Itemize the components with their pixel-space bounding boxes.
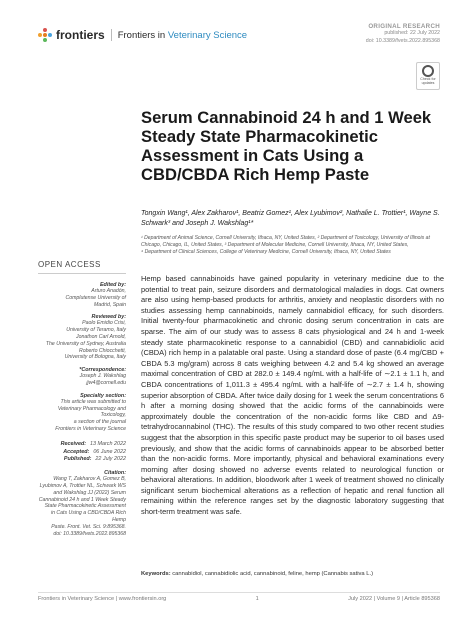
specialty-section-info: This article was submitted to Veterinary Pharmacology and Toxicology, a section of the journal Frontiers in Veterinary Science: [55, 398, 126, 432]
published-date: published: 22 July 2022: [384, 30, 440, 37]
footer-journal[interactable]: Frontiers in Veterinary Science | www.frontiersin.org: [38, 596, 167, 602]
reviewer-info: Paolo Emidio Crisi, University of Teramo, Italy Jonathon Carl Arnold, The University of Sydney, Australia Roberto Chiocchetti, University of Bologna, Italy: [45, 320, 126, 361]
abstract-text: Hemp based cannabinoids have gained popularity in veterinary medicine due to the potential to treat pain, seizure disorders and dermatological maladies in dogs. Cat owners are also using hemp-based products for arthritis, anxiety and neoplastic disorders with no studies assessing hemp cannabinoids, namely cannabidiol efficacy, for such disorders. Initial twenty-four pharmacokinetic and chronic dosing serum concentration in cats are sparse. The aim of our study was to assess 8 cats physiological and 24 h and 1-week steady state pharmacokinetic response to a cannabidiol (CBD) and cannabidiolic acid (CBDA) rich hemp in a palatable oral paste. Using a standard dose of paste (6.4 mg/CBD + CBDA 5.3 mg/gram) across 8 cats weighing between 4.2 and 5.4 kg showed an average maximal concentration of CBD at 282.0 ± 149.4 ng/mL with a half-life of ∼2.1 ± 1.1 h, and CBDA concentrations of 1,011.3 ± 495.4 ng/mL with a half-life of ∼2.7 ± 1.4 h, showing superior absorption of CBDA. After twice daily dosing for 1 week the serum concentrations 6 h after a morning dosing showed that the acidic forms of the cannabinoids were approximately double the concentration of the non-acidic forms like CBD and Δ9- tetrahydrocannabinol (THC). The results of this study compared to two other recent studies suggest that the absorption in this specific paste product may be superior to oil bases used previously, and show that the acidic forms of cannabinoids appear to be absorbed better than the non-acidic forms. More importantly, physical and behavioral examinations every morning after dosing showed no adverse events related to neurological function or behavioral alterations. In addition, bloodwork after 1 week of treatment showed no clinically significant serum biochemical alterations as a reflection of hepatic and renal function all remaining within the reference ranges set by the diagnostic laboratory suggesting that short-term treatment was safe.: [141, 274, 444, 517]
correspondence-label: *Correspondence:: [79, 367, 126, 374]
received-label: Received:: [60, 440, 87, 447]
keywords-label: Keywords:: [141, 571, 171, 577]
journal-prefix: Frontiers in: [117, 29, 166, 41]
brand-name: frontiers: [56, 28, 105, 42]
correspondence-info[interactable]: Joseph J. Wakshlag jjw4@cornell.edu: [79, 373, 126, 386]
affiliation-line: ⁴ Department of Clinical Sciences, College of Veterinary Medicine, Cornell University, Ithaca, NY, United States: [141, 249, 391, 255]
accepted-date: 06 June 2022: [93, 448, 126, 455]
article-title: Serum Cannabinoid 24 h and 1 Week Steady State Pharmacokinetic Assessment in Cats Using a CBD/CBDA Rich Hemp Paste: [141, 108, 432, 184]
article-dates: [38, 441, 126, 464]
accepted-row: [38, 449, 126, 457]
citation-label: Citation:: [104, 470, 126, 477]
keywords: [141, 571, 444, 577]
journal-name: Veterinary Science: [167, 29, 248, 41]
citation-info: Wang T, Zakharov A, Gomez B, Lyubimov A, Trottier NL, Schwark WS and Wakshlag JJ (2022) Serum Cannabinoid 24 h and 1 Week Steady State Pharmacokinetic Assessment in Cats Using a CBD/CBDA Rich Hemp Paste. Front. Vet. Sci. 9:895368. doi: 10.3389/fvets.2022.895368: [38, 476, 126, 537]
keywords-list: cannabidiol, cannabidiolic acid, cannabinoid, feline, hemp (Cannabis sativa L.): [172, 571, 374, 577]
frontiers-logo[interactable]: [38, 28, 247, 42]
accepted-label: Accepted:: [63, 448, 90, 455]
page-header: [0, 0, 474, 56]
editor-info: Arturo Anadón, Complutense University of Madrid, Spain: [65, 288, 126, 308]
specialty-section-label: Specialty section:: [80, 392, 126, 399]
author-list: Tongxin Wang¹, Alex Zakharov¹, Beatriz Gomez¹, Alex Lyubimov², Nathalie L. Trottier¹, Wayne S. Schwark³ and Joseph J. Wakshlag¹*: [141, 210, 440, 227]
affiliation-line: ¹ Department of Animal Science, Cornell University, Ithaca, NY, United States, ² Department of Toxicology, University of Illinois at Chicago, Chicago, IL, United States, ³ Department of Molecular Medicine, Cornell University, Ithaca, NY, United States,: [141, 235, 430, 248]
check-updates-label: Check for updates: [420, 77, 436, 85]
page-footer: [38, 592, 440, 602]
article-sidebar: [38, 260, 126, 537]
published-date-sidebar: 22 July 2022: [95, 456, 126, 463]
published-label: Published:: [63, 456, 92, 463]
received-row: [38, 441, 126, 449]
page-number: 1: [255, 596, 259, 602]
footer-volume: July 2022 | Volume 9 | Article 895368: [348, 596, 440, 602]
article-type: ORIGINAL RESEARCH: [368, 23, 440, 30]
received-date: 13 March 2022: [90, 440, 126, 447]
header-divider: [111, 29, 112, 41]
frontiers-dots-icon: [38, 28, 52, 42]
open-access-label: OPEN ACCESS: [38, 260, 126, 274]
published-row: [38, 456, 126, 464]
reviewed-by-label: Reviewed by:: [91, 314, 126, 321]
affiliations: [141, 235, 441, 256]
check-updates-icon: [422, 65, 434, 77]
doi-link[interactable]: doi: 10.3389/fvets.2022.895368: [365, 37, 440, 44]
edited-by-label: Edited by:: [99, 282, 126, 288]
article-meta: [366, 23, 440, 45]
check-for-updates-button[interactable]: [416, 62, 440, 90]
journal-title: [118, 30, 247, 41]
